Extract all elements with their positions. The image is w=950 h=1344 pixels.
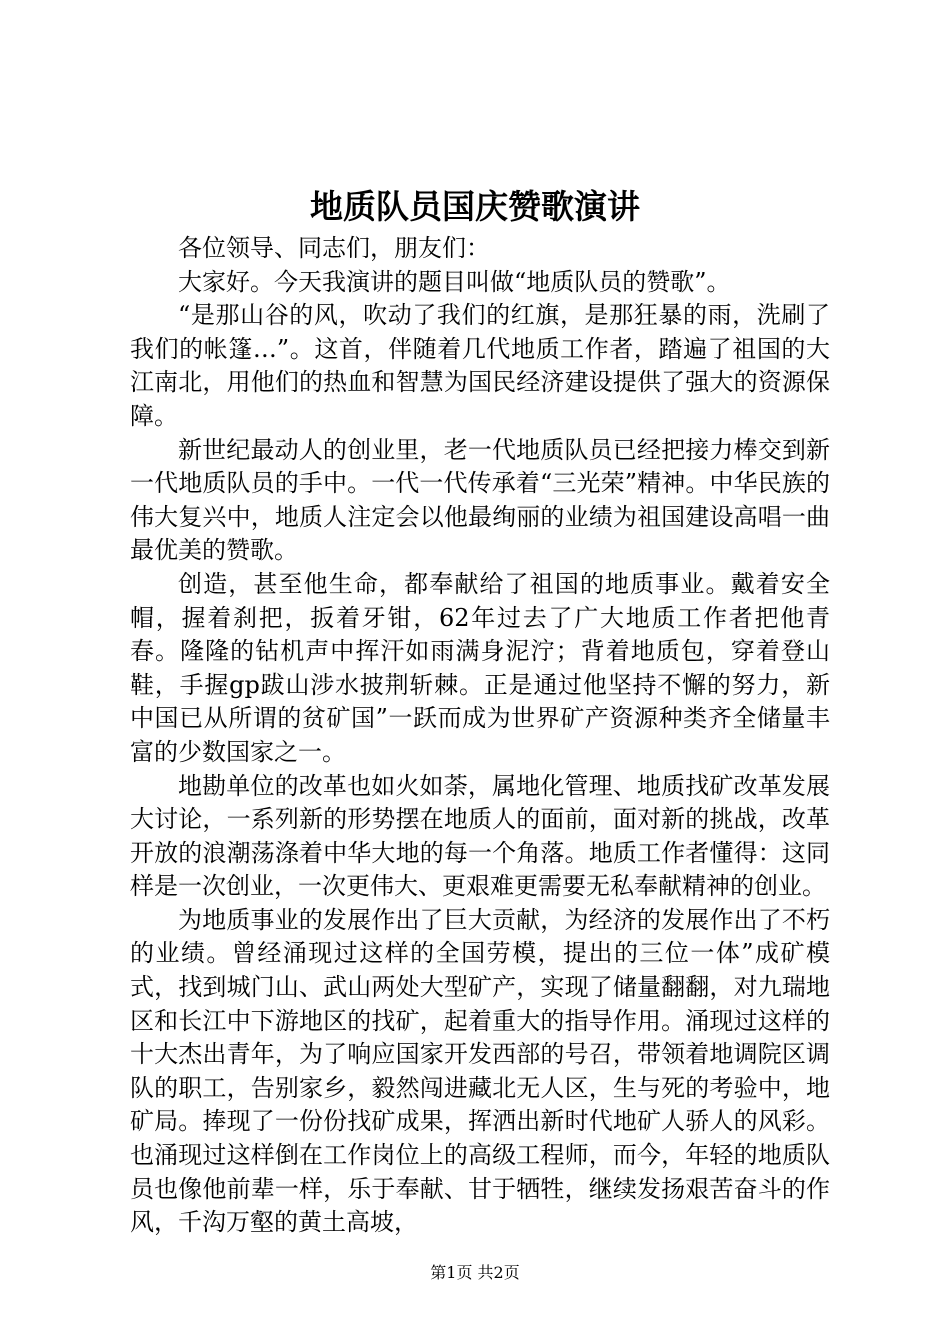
paragraph-greeting: 各位领导、同志们，朋友们：	[178, 234, 490, 262]
document-title: 地质队员国庆赞歌演讲	[310, 187, 640, 226]
paragraph-dedication: 创造，甚至他生命，都奉献给了祖国的地质事业。戴着安全帽，握着刹把，扳着牙钳，62年过去了广大地质工作者把他青春。隆隆的钻机声中挥汗如雨满身泥泞；背着地质包，穿着登山鞋，手握gp跋山涉水披荆斩棘。正是通过他坚持不懈的努力，新中国已从所谓的贫矿国”一跃而成为世界矿产资源种类齐全储量丰富的少数国家之一。	[130, 569, 830, 766]
paragraph-reform: 地勘单位的改革也如火如荼，属地化管理、地质找矿改革发展大讨论，一系列新的形势摆在地质人的面前，面对新的挑战，改革开放的浪潮荡涤着中华大地的每一个角落。地质工作者懂得：这同样是一次创业，一次更伟大、更艰难更需要无私奉献精神的创业。	[130, 771, 830, 901]
document-body	[130, 232, 830, 1240]
paragraph-new-century: 新世纪最动人的创业里，老一代地质队员已经把接力棒交到新一代地质队员的手中。一代一代传承着“三光荣”精神。中华民族的伟大复兴中，地质人注定会以他最绚丽的业绩为祖国建设高唱一曲最优美的赞歌。	[130, 435, 830, 565]
paragraph-intro: 大家好。今天我演讲的题目叫做“地质队员的赞歌”。	[178, 267, 731, 296]
paragraph-song: “是那山谷的风，吹动了我们的红旗，是那狂暴的雨，洗刷了我们的帐篷…”。这首，伴随着几代地质工作者，踏遍了祖国的大江南北，用他们的热血和智慧为国民经济建设提供了强大的资源保障。	[130, 301, 830, 430]
paragraph-contributions: 为地质事业的发展作出了巨大贡献，为经济的发展作出了不朽的业绩。曾经涌现过这样的全国劳模，提出的三位一体”成矿模式，找到城门山、武山两处大型矿产，实现了储量翻翻，对九瑞地区和长江中下游地区的找矿，起着重大的指导作用。涌现过这样的十大杰出青年，为了响应国家开发西部的号召，带领着地调院区调队的职工，告别家乡，毅然闯进藏北无人区，生与死的考验中，地矿局。捧现了一份份找矿成果，挥洒出新时代地矿人骄人的风彩。也涌现过这样倒在工作岗位上的高级工程师，而今，年轻的地质队员也像他前辈一样，乐于奉献、甘于牺牲，继续发扬艰苦奋斗的作风，千沟万壑的黄土高坡，	[130, 905, 830, 1237]
page-number-footer: 第1页 共2页	[430, 1263, 520, 1282]
